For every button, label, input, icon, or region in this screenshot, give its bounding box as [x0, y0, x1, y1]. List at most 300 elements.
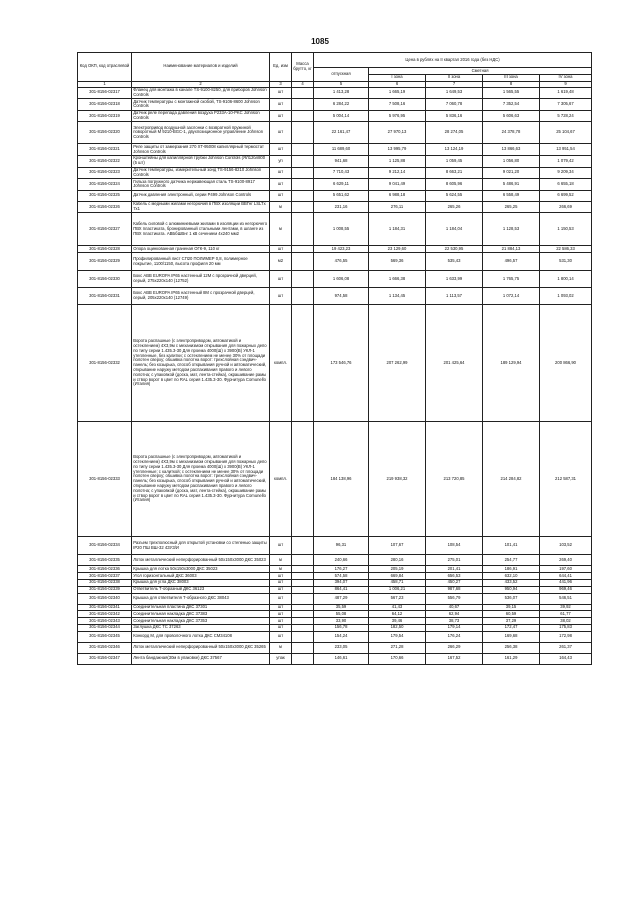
- cell-zone-3-price: 101,41: [483, 537, 540, 555]
- cell-name: Электропривод воздушной заслонки с возвратной пружиной поворотный M 9210-BGC-1, двухпозиционное управление Johnson Controls: [132, 122, 270, 144]
- cell-zone-3-price: 1 056,80: [483, 155, 540, 167]
- cell-code: 301-8156-02332: [78, 305, 132, 422]
- cell-zone-4-price: 1 079,42: [540, 155, 592, 167]
- cell-unit: шт: [270, 144, 292, 156]
- table-row: [78, 566, 592, 573]
- cell-zone-4-price: 7 305,67: [540, 99, 592, 111]
- cell-mass: [292, 642, 314, 653]
- cell-mass: [292, 213, 314, 246]
- cell-name: Лоток металлический неперфорированный 50х150х3000 ДКС 35265: [132, 642, 270, 653]
- cell-name: Кабель силовой с алюминиевыми жилами в изоляции из негорючего ПВХ пластиката, бронированный стальными лентами, в шланге из ПВХ пластиката. АВБбШВнг 1 кВ сечением 4х240 мм2: [132, 213, 270, 246]
- cell-unit: шт: [270, 611, 292, 618]
- cell-unit: шт: [270, 246, 292, 253]
- cell-zone-3-price: 21 884,13: [483, 246, 540, 253]
- page-number: 1085: [311, 37, 329, 46]
- cell-zone-4-price: 266,69: [540, 201, 592, 213]
- cell-zone-2-price: 656,53: [426, 573, 483, 580]
- cell-release-price: 146,61: [314, 653, 369, 664]
- cell-zone-3-price: 189 129,94: [483, 305, 540, 422]
- cell-code: 301-8156-02337: [78, 573, 132, 580]
- cell-zone-4-price: 269,40: [540, 555, 592, 566]
- cell-unit: шт: [270, 631, 292, 642]
- cell-unit: шт: [270, 573, 292, 580]
- cell-release-price: 394,07: [314, 579, 369, 586]
- cell-mass: [292, 99, 314, 111]
- cell-zone-1-price: 271,28: [369, 642, 426, 653]
- cell-mass: [292, 579, 314, 586]
- cell-code: 301-8156-02338: [78, 579, 132, 586]
- cell-zone-1-price: 205,19: [369, 566, 426, 573]
- cell-zone-3-price: 632,10: [483, 573, 540, 580]
- cell-mass: [292, 586, 314, 593]
- table-row: [78, 110, 592, 122]
- cell-zone-3-price: 9 021,20: [483, 167, 540, 179]
- cell-zone-1-price: 1 006,21: [369, 586, 426, 593]
- cell-zone-3-price: 37,29: [483, 618, 540, 625]
- cell-zone-2-price: 450,27: [426, 579, 483, 586]
- cell-zone-1-price: 179,54: [369, 631, 426, 642]
- cell-mass: [292, 618, 314, 625]
- header-name: Наименование материалов и изделий: [132, 53, 270, 82]
- cell-zone-3-price: 7 352,54: [483, 99, 540, 111]
- cell-mass: [292, 190, 314, 201]
- column-number: 8: [483, 81, 540, 87]
- cell-zone-4-price: 212 587,31: [540, 422, 592, 537]
- cell-zone-3-price: 950,94: [483, 586, 540, 593]
- cell-name: Датчик давления электронный, серии P499 Johnson Controls: [132, 190, 270, 201]
- cell-zone-3-price: 60,59: [483, 611, 540, 618]
- table-row: [78, 288, 592, 305]
- cell-unit: шт: [270, 179, 292, 191]
- cell-code: 301-8156-02329: [78, 253, 132, 271]
- cell-zone-4-price: 644,41: [540, 573, 592, 580]
- cell-release-price: 231,16: [314, 201, 369, 213]
- cell-zone-2-price: 1 059,45: [426, 155, 483, 167]
- cell-zone-1-price: 5 976,95: [369, 110, 426, 122]
- cell-release-price: 5 651,62: [314, 190, 369, 201]
- cell-zone-2-price: 176,24: [426, 631, 483, 642]
- cell-release-price: 173 546,76: [314, 305, 369, 422]
- cell-zone-1-price: 219 938,32: [369, 422, 426, 537]
- cell-zone-1-price: 64,12: [369, 611, 426, 618]
- cell-name: Лента бандажная(30м в упаковке) ДКС 37567: [132, 653, 270, 664]
- cell-code: 301-8156-02347: [78, 653, 132, 664]
- table-row: [78, 618, 592, 625]
- cell-code: 301-8156-02343: [78, 618, 132, 625]
- cell-zone-3-price: 172,47: [483, 624, 540, 631]
- cell-release-price: 96,31: [314, 537, 369, 555]
- cell-unit: шт: [270, 190, 292, 201]
- cell-zone-4-price: 61,77: [540, 611, 592, 618]
- table-row: [78, 642, 592, 653]
- cell-code: 301-8156-02342: [78, 611, 132, 618]
- cell-mass: [292, 167, 314, 179]
- cell-zone-2-price: 1 184,04: [426, 213, 483, 246]
- cell-zone-2-price: 201,41: [426, 566, 483, 573]
- cell-zone-2-price: 38,73: [426, 618, 483, 625]
- cell-unit: шт: [270, 122, 292, 144]
- cell-name: Крышка для угла ДКС 38003: [132, 579, 270, 586]
- cell-release-price: 476,55: [314, 253, 369, 271]
- cell-unit: компл.: [270, 422, 292, 537]
- cell-unit: шт: [270, 288, 292, 305]
- cell-name: Бокс ABB EUROPA IP65 настенный 12М с прозрачной дверцей, серый, 275x220x140 (12752): [132, 271, 270, 288]
- cell-release-price: 7 710,43: [314, 167, 369, 179]
- cell-release-price: 5 004,14: [314, 110, 369, 122]
- cell-zone-2-price: 556,79: [426, 593, 483, 604]
- table-row: [78, 653, 592, 664]
- cell-code: 301-8156-02336: [78, 566, 132, 573]
- cell-zone-2-price: 213 720,85: [426, 422, 483, 537]
- cell-zone-4-price: 39,92: [540, 604, 592, 611]
- cell-zone-1-price: 39,46: [369, 618, 426, 625]
- cell-mass: [292, 593, 314, 604]
- cell-name: Кронштейны для капиллярной трубки Johnson Controls (ЯЛ12бл800 (5 шт): [132, 155, 270, 167]
- cell-zone-3-price: 1 565,55: [483, 87, 540, 99]
- cell-zone-1-price: 280,16: [369, 555, 426, 566]
- cell-mass: [292, 624, 314, 631]
- cell-name: Ответвитель Т-образный ДКС 36123: [132, 586, 270, 593]
- cell-release-price: 941,68: [314, 155, 369, 167]
- cell-zone-4-price: 103,52: [540, 537, 592, 555]
- cell-release-price: 574,58: [314, 573, 369, 580]
- cell-zone-3-price: 5 486,91: [483, 179, 540, 191]
- cell-mass: [292, 246, 314, 253]
- cell-zone-1-price: 9 212,14: [369, 167, 426, 179]
- header-release: отпускная: [314, 68, 369, 82]
- cell-zone-2-price: 5 624,55: [426, 190, 483, 201]
- cell-unit: шт: [270, 537, 292, 555]
- cell-zone-2-price: 28 274,05: [426, 122, 483, 144]
- cell-zone-1-price: 1 134,45: [369, 288, 426, 305]
- cell-name: Ворота распашные (с электроприводом, автоматикой и остеклением) 4Х3,9м с механизмом открывания для пожарных депо по типу серии 1.435.3-30 Для проема 4000(Ш) х 3900(В) УКЛ-1 утепленные; с калиткой; с остеклением не менее 30% от площади полотен сверху; обшивка полотна ворот: трехслойная сэндвич-панель; без козырька, способ открывания ручной и автоматический, открывание наружу методом распахивания правого и левого полотна; с упаковкой (доска, мат, лента-стейка), окрашивание рамы и створ ворот в цвет по RAL серия 1.435.3-30. Фурнитура Comunello (Италия): [132, 422, 270, 537]
- cell-mass: [292, 179, 314, 191]
- table-row: [78, 631, 592, 642]
- cell-zone-4-price: 6 655,18: [540, 179, 592, 191]
- cell-code: 301-8156-02327: [78, 213, 132, 246]
- cell-zone-3-price: 6 558,49: [483, 190, 540, 201]
- cell-mass: [292, 288, 314, 305]
- price-table: [77, 52, 592, 665]
- cell-name: Соединительная пластина ДКС 37301: [132, 604, 270, 611]
- cell-code: 301-8156-02344: [78, 624, 132, 631]
- cell-unit: шт: [270, 624, 292, 631]
- cell-zone-4-price: 1 619,48: [540, 87, 592, 99]
- cell-release-price: 974,58: [314, 288, 369, 305]
- cell-zone-2-price: 1 113,57: [426, 288, 483, 305]
- cell-mass: [292, 555, 314, 566]
- cell-zone-4-price: 261,37: [540, 642, 592, 653]
- header-zone-1: I зона: [369, 74, 426, 81]
- cell-mass: [292, 271, 314, 288]
- table-row: [78, 179, 592, 191]
- cell-mass: [292, 566, 314, 573]
- cell-zone-2-price: 108,54: [426, 537, 483, 555]
- column-number: 9: [540, 81, 592, 87]
- cell-code: 301-8156-02317: [78, 87, 132, 99]
- cell-code: 301-8156-02345: [78, 631, 132, 642]
- table-row: [78, 167, 592, 179]
- cell-name: Профилированный лист СП20 ПОЛИМЕР 0,8, полимерное покрытие, 1100/1150, высота профиля 20 мм: [132, 253, 270, 271]
- cell-zone-4-price: 175,83: [540, 624, 592, 631]
- cell-name: Реле защиты от замерзания 270 XT-95008 капиллярный термостат Johnson Controls: [132, 144, 270, 156]
- cell-zone-1-price: 276,11: [369, 201, 426, 213]
- cell-unit: шт: [270, 167, 292, 179]
- cell-release-price: 184 138,96: [314, 422, 369, 537]
- cell-name: Крышка для ответвителя Т-образного ДКС 38043: [132, 593, 270, 604]
- cell-zone-3-price: 1 072,14: [483, 288, 540, 305]
- cell-zone-2-price: 8 605,96: [426, 179, 483, 191]
- cell-unit: шт: [270, 586, 292, 593]
- cell-unit: шт: [270, 618, 292, 625]
- header-code: Код ОКП, код отраслевой: [78, 53, 132, 82]
- cell-release-price: 487,29: [314, 593, 369, 604]
- cell-zone-3-price: 1 128,53: [483, 213, 540, 246]
- cell-name: Заглушка ДКС ТС 37263: [132, 624, 270, 631]
- cell-release-price: 156,78: [314, 624, 369, 631]
- cell-zone-3-price: 161,29: [483, 653, 540, 664]
- cell-mass: [292, 653, 314, 664]
- cell-release-price: 176,27: [314, 566, 369, 573]
- cell-zone-2-price: 201 425,64: [426, 305, 483, 422]
- cell-mass: [292, 110, 314, 122]
- header-price-title: Цена в рублях на II квартал 2016 года (без НДС): [314, 53, 592, 68]
- cell-zone-4-price: 5 728,24: [540, 110, 592, 122]
- cell-zone-2-price: 266,29: [426, 642, 483, 653]
- cell-code: 301-8156-02322: [78, 155, 132, 167]
- cell-zone-1-price: 567,23: [369, 593, 426, 604]
- header-zone-4: IV зона: [540, 74, 592, 81]
- cell-name: Датчик температуры с монтажной скобой, TS-9106-8600 Johnson Controls: [132, 99, 270, 111]
- cell-code: 301-8156-02328: [78, 246, 132, 253]
- cell-release-price: 1 606,08: [314, 271, 369, 288]
- table-row: [78, 586, 592, 593]
- cell-zone-1-price: 1 665,19: [369, 87, 426, 99]
- cell-mass: [292, 155, 314, 167]
- table-row: [78, 271, 592, 288]
- table-row: [78, 99, 592, 111]
- cell-zone-4-price: 441,96: [540, 579, 592, 586]
- cell-name: Соединительная накладка ДКС 37353: [132, 618, 270, 625]
- table-row: [78, 593, 592, 604]
- cell-zone-1-price: 170,66: [369, 653, 426, 664]
- cell-zone-2-price: 179,14: [426, 624, 483, 631]
- cell-zone-1-price: 207 262,99: [369, 305, 426, 422]
- cell-zone-4-price: 1 800,14: [540, 271, 592, 288]
- cell-zone-1-price: 9 041,49: [369, 179, 426, 191]
- cell-unit: компл.: [270, 305, 292, 422]
- cell-name: Датчик реле перепада давления воздуха P233A-10-PKC Johnson Controls: [132, 110, 270, 122]
- cell-zone-4-price: 172,98: [540, 631, 592, 642]
- table-row: [78, 422, 592, 537]
- table-row: [78, 604, 592, 611]
- cell-code: 301-8156-02318: [78, 99, 132, 111]
- cell-unit: м: [270, 642, 292, 653]
- cell-code: 301-8156-02320: [78, 122, 132, 144]
- cell-release-price: 240,66: [314, 555, 369, 566]
- cell-zone-1-price: 458,71: [369, 579, 426, 586]
- cell-zone-4-price: 13 951,54: [540, 144, 592, 156]
- cell-zone-4-price: 1 150,53: [540, 213, 592, 246]
- cell-release-price: 11 689,60: [314, 144, 369, 156]
- cell-zone-3-price: 169,68: [483, 631, 540, 642]
- cell-code: 301-8156-02323: [78, 167, 132, 179]
- cell-zone-3-price: 1 765,75: [483, 271, 540, 288]
- cell-code: 301-8156-02330: [78, 271, 132, 288]
- cell-release-price: 33,90: [314, 618, 369, 625]
- cell-zone-4-price: 200 866,90: [540, 305, 592, 422]
- cell-code: 301-8156-02324: [78, 179, 132, 191]
- cell-zone-1-price: 7 508,16: [369, 99, 426, 111]
- cell-zone-1-price: 13 995,79: [369, 144, 426, 156]
- cell-zone-3-price: 186,91: [483, 566, 540, 573]
- table-row: [78, 144, 592, 156]
- table-row: [78, 537, 592, 555]
- cell-mass: [292, 253, 314, 271]
- table-row: [78, 573, 592, 580]
- cell-zone-4-price: 9 209,34: [540, 167, 592, 179]
- cell-zone-2-price: 1 633,99: [426, 271, 483, 288]
- cell-name: Угол горизонтальный ДКС 36003: [132, 573, 270, 580]
- cell-zone-2-price: 987,68: [426, 586, 483, 593]
- cell-zone-3-price: 214 284,82: [483, 422, 540, 537]
- cell-unit: шт: [270, 110, 292, 122]
- cell-zone-1-price: 27 970,13: [369, 122, 426, 144]
- cell-unit: шт: [270, 579, 292, 586]
- cell-zone-2-price: 535,43: [426, 253, 483, 271]
- header-estimate: Сметная: [369, 68, 592, 75]
- cell-zone-4-price: 164,43: [540, 653, 592, 664]
- column-number: 3: [270, 81, 292, 87]
- column-number: 6: [369, 81, 426, 87]
- cell-zone-2-price: 8 663,21: [426, 167, 483, 179]
- table-row: [78, 305, 592, 422]
- cell-zone-1-price: 1 125,88: [369, 155, 426, 167]
- cell-name: Кабель с медными жилами негорючий в ПВХ изоляции ВВГнг LSLTx 7x1: [132, 201, 270, 213]
- cell-name: Разъем трехполюсный для открытой установки со степенью защиты IP20 ПШ ВШ-32 4ЗУЗ/И: [132, 537, 270, 555]
- table-row: [78, 87, 592, 99]
- cell-zone-4-price: 546,51: [540, 593, 592, 604]
- cell-zone-3-price: 265,25: [483, 201, 540, 213]
- cell-zone-3-price: 5 606,63: [483, 110, 540, 122]
- cell-zone-1-price: 1 666,38: [369, 271, 426, 288]
- column-number: 5: [314, 81, 369, 87]
- cell-name: Конкорд М, для проволочного лотка ДКС CM34108: [132, 631, 270, 642]
- cell-zone-3-price: 13 866,63: [483, 144, 540, 156]
- cell-zone-4-price: 22 586,33: [540, 246, 592, 253]
- cell-zone-4-price: 531,30: [540, 253, 592, 271]
- column-number: 2: [132, 81, 270, 87]
- header-zone-3: III зона: [483, 74, 540, 81]
- cell-zone-2-price: 62,94: [426, 611, 483, 618]
- cell-mass: [292, 305, 314, 422]
- cell-unit: шт: [270, 593, 292, 604]
- cell-zone-3-price: 24 378,78: [483, 122, 540, 144]
- cell-mass: [292, 422, 314, 537]
- cell-mass: [292, 604, 314, 611]
- cell-code: 301-8156-02339: [78, 586, 132, 593]
- cell-zone-2-price: 13 124,19: [426, 144, 483, 156]
- table-row: [78, 190, 592, 201]
- cell-code: 301-8156-02340: [78, 593, 132, 604]
- cell-name: Опора оцинкованная граненая ОГК-9, 110 кг: [132, 246, 270, 253]
- cell-release-price: 55,08: [314, 611, 369, 618]
- cell-unit: шт: [270, 87, 292, 99]
- header-zone-2: II зона: [426, 74, 483, 81]
- cell-code: 301-8156-02346: [78, 642, 132, 653]
- cell-zone-2-price: 167,52: [426, 653, 483, 664]
- cell-release-price: 22 161,47: [314, 122, 369, 144]
- table-row: [78, 624, 592, 631]
- cell-zone-4-price: 6 699,52: [540, 190, 592, 201]
- column-number: 7: [426, 81, 483, 87]
- cell-zone-2-price: 275,01: [426, 555, 483, 566]
- cell-unit: упак: [270, 653, 292, 664]
- table-row: [78, 122, 592, 144]
- cell-unit: шт: [270, 604, 292, 611]
- cell-zone-4-price: 969,46: [540, 586, 592, 593]
- cell-zone-3-price: 496,57: [483, 253, 540, 271]
- cell-name: Лоток металлический неперфорированный 50х150х3000 ДКС 35023: [132, 555, 270, 566]
- cell-release-price: 35,59: [314, 604, 369, 611]
- cell-zone-1-price: 669,84: [369, 573, 426, 580]
- cell-mass: [292, 611, 314, 618]
- cell-zone-4-price: 197,60: [540, 566, 592, 573]
- cell-code: 301-8156-02319: [78, 110, 132, 122]
- cell-name: Бокс ABB EUROPA IP65 настенный 8М с прозрачной дверцей, серый, 205x220x140 (12749): [132, 288, 270, 305]
- cell-zone-1-price: 6 988,18: [369, 190, 426, 201]
- cell-code: 301-8156-02326: [78, 201, 132, 213]
- header-mass: Масса брутто, кг: [292, 53, 314, 82]
- column-number: 1: [78, 81, 132, 87]
- cell-release-price: 6 284,22: [314, 99, 369, 111]
- cell-zone-1-price: 41,43: [369, 604, 426, 611]
- cell-code: 301-8156-02325: [78, 190, 132, 201]
- cell-name: Ворота распашные (с электроприводом, автоматикой и остеклением) 4Х3,9м с механизмом открывания для пожарных депо по типу серии 1.435.3-30 Для проема 4000(Ш) х 3900(В) УКЛ-1 утепленные, без калитки; с остеклением не менее 30% от площади полотен сверху; обшивка полотна ворот: трехслойная сэндвич-панель; без козырька, способ открывания ручной и автоматический, открывание наружу методом распахивания правого и левого полотна; с упаковкой (доска, мат, лента-стейка), окрашивание рамы и створ ворот в цвет по RAL серия 1.435.3-30. Фурнитура Comunello (Италия): [132, 305, 270, 422]
- cell-mass: [292, 144, 314, 156]
- cell-zone-2-price: 22 530,95: [426, 246, 483, 253]
- cell-zone-1-price: 182,50: [369, 624, 426, 631]
- table-row: [78, 201, 592, 213]
- table-row: [78, 555, 592, 566]
- cell-zone-3-price: 254,77: [483, 555, 540, 566]
- cell-code: 301-8156-02341: [78, 604, 132, 611]
- column-number: 4: [292, 81, 314, 87]
- cell-release-price: 19 423,23: [314, 246, 369, 253]
- cell-unit: м: [270, 566, 292, 573]
- cell-release-price: 233,05: [314, 642, 369, 653]
- cell-code: 301-8156-02321: [78, 144, 132, 156]
- table-row: [78, 253, 592, 271]
- cell-code: 301-8156-02334: [78, 537, 132, 555]
- cell-unit: м: [270, 213, 292, 246]
- table-row: [78, 155, 592, 167]
- cell-mass: [292, 201, 314, 213]
- cell-zone-2-price: 1 649,53: [426, 87, 483, 99]
- cell-release-price: 1 413,28: [314, 87, 369, 99]
- cell-mass: [292, 122, 314, 144]
- table-row: [78, 611, 592, 618]
- cell-name: Фланец для монтажа в канале TS-9100-8250, для приборов Johnson Controls: [132, 87, 270, 99]
- cell-unit: шт: [270, 99, 292, 111]
- cell-zone-3-price: 433,52: [483, 579, 540, 586]
- cell-code: 301-8156-02335: [78, 555, 132, 566]
- cell-zone-2-price: 40,67: [426, 604, 483, 611]
- cell-release-price: 864,41: [314, 586, 369, 593]
- cell-zone-4-price: 1 093,02: [540, 288, 592, 305]
- cell-unit: уп: [270, 155, 292, 167]
- cell-unit: м2: [270, 253, 292, 271]
